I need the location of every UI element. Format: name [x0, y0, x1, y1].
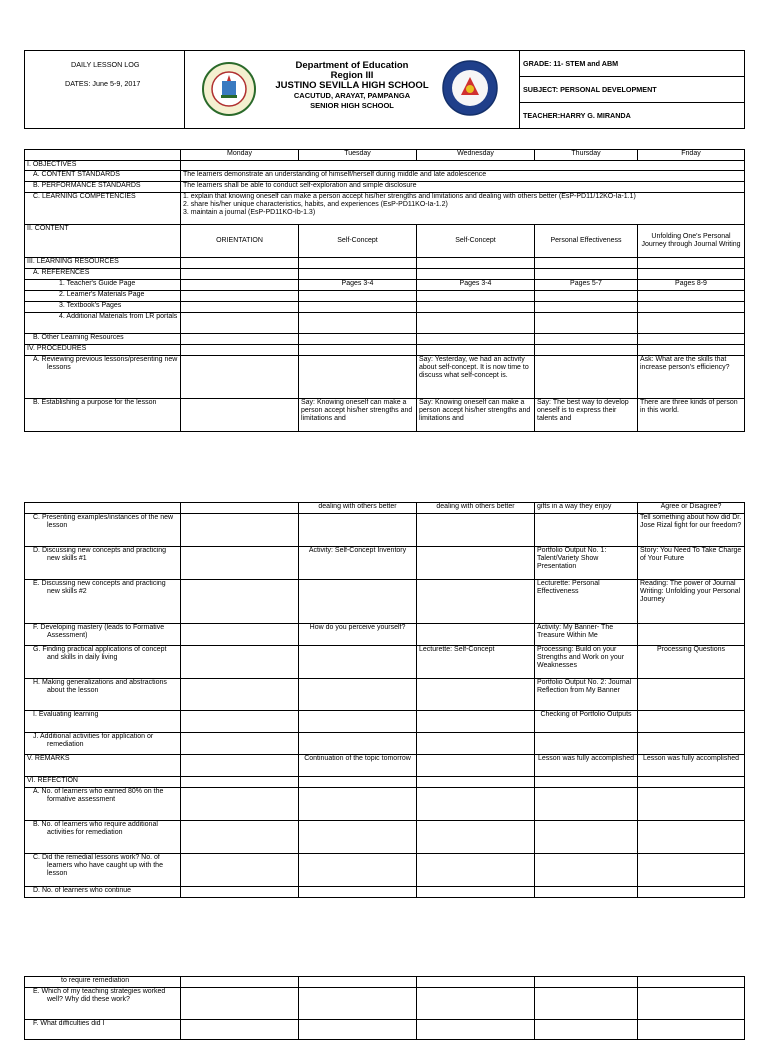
proc-b-fri: There are three kinds of person in this world.	[638, 399, 745, 432]
row-proc-d: D. Discussing new concepts and practicing new skills #1	[25, 547, 181, 580]
log-title: DAILY LESSON LOG	[71, 60, 140, 69]
proc-e-fri: Reading: The power of Journal Writing: Unfolding your Personal Journey	[638, 580, 745, 624]
proc-g-thu: Processing: Build on your Strengths and Work on your Weaknesses	[535, 646, 638, 679]
proc-f-thu: Activity: My Banner- The Treasure Within Me	[535, 624, 638, 646]
remarks-fri: Lesson was fully accomplished	[638, 755, 745, 777]
row-reflection-c: C. Did the remedial lessons work? No. of learners who have caught up with the lesson	[25, 854, 181, 887]
dept-name: Department of Education	[295, 60, 409, 71]
section-resources: III. LEARNING RESOURCES	[25, 258, 181, 269]
tg-tue: Pages 3-4	[299, 280, 417, 291]
cont-thu: gifts in a way they enjoy	[535, 503, 638, 514]
row-proc-j: J. Additional activities for application or remediation	[25, 733, 181, 755]
day-header-thu: Thursday	[535, 150, 638, 161]
proc-c-fri: Tell something about how did Dr. Jose Rizal fight for our freedom?	[638, 514, 745, 547]
tg-fri: Pages 8-9	[638, 280, 745, 291]
deped-seal	[441, 59, 499, 119]
row-proc-b: B. Establishing a purpose for the lesson	[25, 399, 181, 432]
section-remarks: V. REMARKS	[25, 755, 181, 777]
row-proc-i: I. Evaluating learning	[25, 711, 181, 733]
school-level: SENIOR HIGH SCHOOL	[310, 101, 394, 110]
competency-3: 3. maintain a journal (EsP-PD11KO-Ib-1.3)	[183, 209, 316, 217]
row-reflection-d-cont: to require remediation	[25, 977, 181, 988]
row-proc-c: C. Presenting examples/instances of the new lesson	[25, 514, 181, 547]
content-thu: Personal Effectiveness	[535, 225, 638, 258]
proc-b-thu: Say: The best way to develop oneself is to express their talents and	[535, 399, 638, 432]
lesson-table-page2	[24, 502, 745, 898]
performance-standards-text: The learners shall be able to conduct self-exploration and simple disclosure	[181, 182, 745, 193]
school-info-cell	[185, 51, 520, 129]
proc-i-thu: Checking of Portfolio Outputs	[535, 711, 638, 733]
header-table	[24, 50, 745, 129]
tg-thu: Pages 5-7	[535, 280, 638, 291]
class-info-cell	[520, 51, 745, 129]
row-reflection-f: F. What difficulties did I	[25, 1020, 181, 1040]
remarks-thu: Lesson was fully accomplished	[535, 755, 638, 777]
content-mon: ORIENTATION	[181, 225, 299, 258]
section-objectives: I. OBJECTIVES	[25, 161, 181, 171]
row-reflection-e: E. Which of my teaching strategies worked well? Why did these work?	[25, 988, 181, 1020]
content-fri: Unfolding One's Personal Journey through Journal Writing	[638, 225, 745, 258]
row-textbook: 3. Textbook's Pages	[25, 302, 181, 313]
deped-seal-icon	[441, 59, 499, 117]
section-content: II. CONTENT	[25, 225, 181, 258]
subject: SUBJECT: PERSONAL DEVELOPMENT	[520, 77, 744, 103]
row-proc-e: E. Discussing new concepts and practicing new skills #2	[25, 580, 181, 624]
day-header-tue: Tuesday	[299, 150, 417, 161]
proc-d-fri: Story: You Need To Take Charge of Your Future	[638, 547, 745, 580]
row-proc-f: F. Developing mastery (leads to Formative Assessment)	[25, 624, 181, 646]
cont-fri: Agree or Disagree?	[638, 503, 745, 514]
section-procedures: IV. PROCEDURES	[25, 345, 181, 356]
content-standards-text: The learners demonstrate an understanding of himself/herself during middle and late adolescence	[181, 171, 745, 182]
tg-wed: Pages 3-4	[417, 280, 535, 291]
proc-d-tue: Activity: Self-Concept Inventory	[299, 547, 417, 580]
row-content-standards: A. CONTENT STANDARDS	[25, 171, 181, 182]
row-reflection-b: B. No. of learners who require additional activities for remediation	[25, 821, 181, 854]
day-header-wed: Wednesday	[417, 150, 535, 161]
day-header-mon: Monday	[181, 150, 299, 161]
remarks-tue: Continuation of the topic tomorrow	[299, 755, 417, 777]
section-reflection: VI. REFECTION	[25, 777, 181, 788]
row-learners-materials: 2. Learner's Materials Page	[25, 291, 181, 302]
region: Region III	[330, 70, 374, 81]
row-teachers-guide: 1. Teacher's Guide Page	[25, 280, 181, 291]
proc-g-fri: Processing Questions	[638, 646, 745, 679]
cont-tue: dealing with others better	[299, 503, 417, 514]
row-proc-a: A. Reviewing previous lessons/presenting new lessons	[25, 356, 181, 399]
row-reflection-d: D. No. of learners who continue	[25, 887, 181, 898]
row-additional-materials: 4. Additional Materials from LR portals	[25, 313, 181, 334]
proc-b-tue: Say: Knowing oneself can make a person accept his/her strengths and limitations and	[299, 399, 417, 432]
proc-h-thu: Portfolio Output No. 2: Journal Reflection from My Banner	[535, 679, 638, 711]
proc-a-fri: Ask: What are the skills that increase person's efficiency?	[638, 356, 745, 399]
competency-2: 2. share his/her unique characteristics, habits, and experiences (EsP-PD11KO-Ia-1.2)	[183, 201, 448, 209]
proc-e-thu: Lecturette: Personal Effectiveness	[535, 580, 638, 624]
proc-g-wed: Lecturette: Self-Concept	[417, 646, 535, 679]
log-info-cell	[25, 51, 185, 129]
competency-1: 1. explain that knowing oneself can make a person accept his/her strengths and limitations and dealing with others better (EsP-PD11/12KO-Ia-1.1)	[183, 193, 636, 200]
lesson-table-page1	[24, 149, 745, 432]
proc-a-wed: Say: Yesterday, we had an activity about self-concept. It is now time to discuss what self-concept is.	[417, 356, 535, 399]
dates: DATES: June 5-9, 2017	[65, 79, 141, 89]
row-performance-standards: B. PERFORMANCE STANDARDS	[25, 182, 181, 193]
school-name: JUSTINO SEVILLA HIGH SCHOOL	[275, 80, 429, 91]
row-reflection-a: A. No. of learners who earned 80% on the formative assessment	[25, 788, 181, 821]
proc-b-wed: Say: Knowing oneself can make a person accept his/her strengths and limitations and	[417, 399, 535, 432]
content-tue: Self-Concept	[299, 225, 417, 258]
row-proc-g: G. Finding practical applications of concept and skills in daily living	[25, 646, 181, 679]
day-header-fri: Friday	[638, 150, 745, 161]
row-references: A. REFERENCES	[25, 269, 181, 280]
teacher: TEACHER:HARRY G. MIRANDA	[523, 111, 631, 120]
row-learning-competencies: C. LEARNING COMPETENCIES	[25, 193, 181, 225]
row-other-resources: B. Other Learning Resources	[25, 334, 181, 345]
school-address: CACUTUD, ARAYAT, PAMPANGA	[293, 91, 411, 100]
row-proc-h: H. Making generalizations and abstractions about the lesson	[25, 679, 181, 711]
cont-wed: dealing with others better	[417, 503, 535, 514]
lesson-table-page3	[24, 976, 745, 1040]
grade: GRADE: 11- STEM and ABM	[520, 51, 744, 77]
proc-d-thu: Portfolio Output No. 1: Talent/Variety Show Presentation	[535, 547, 638, 580]
content-wed: Self-Concept	[417, 225, 535, 258]
proc-f-tue: How do you perceive yourself?	[299, 624, 417, 646]
